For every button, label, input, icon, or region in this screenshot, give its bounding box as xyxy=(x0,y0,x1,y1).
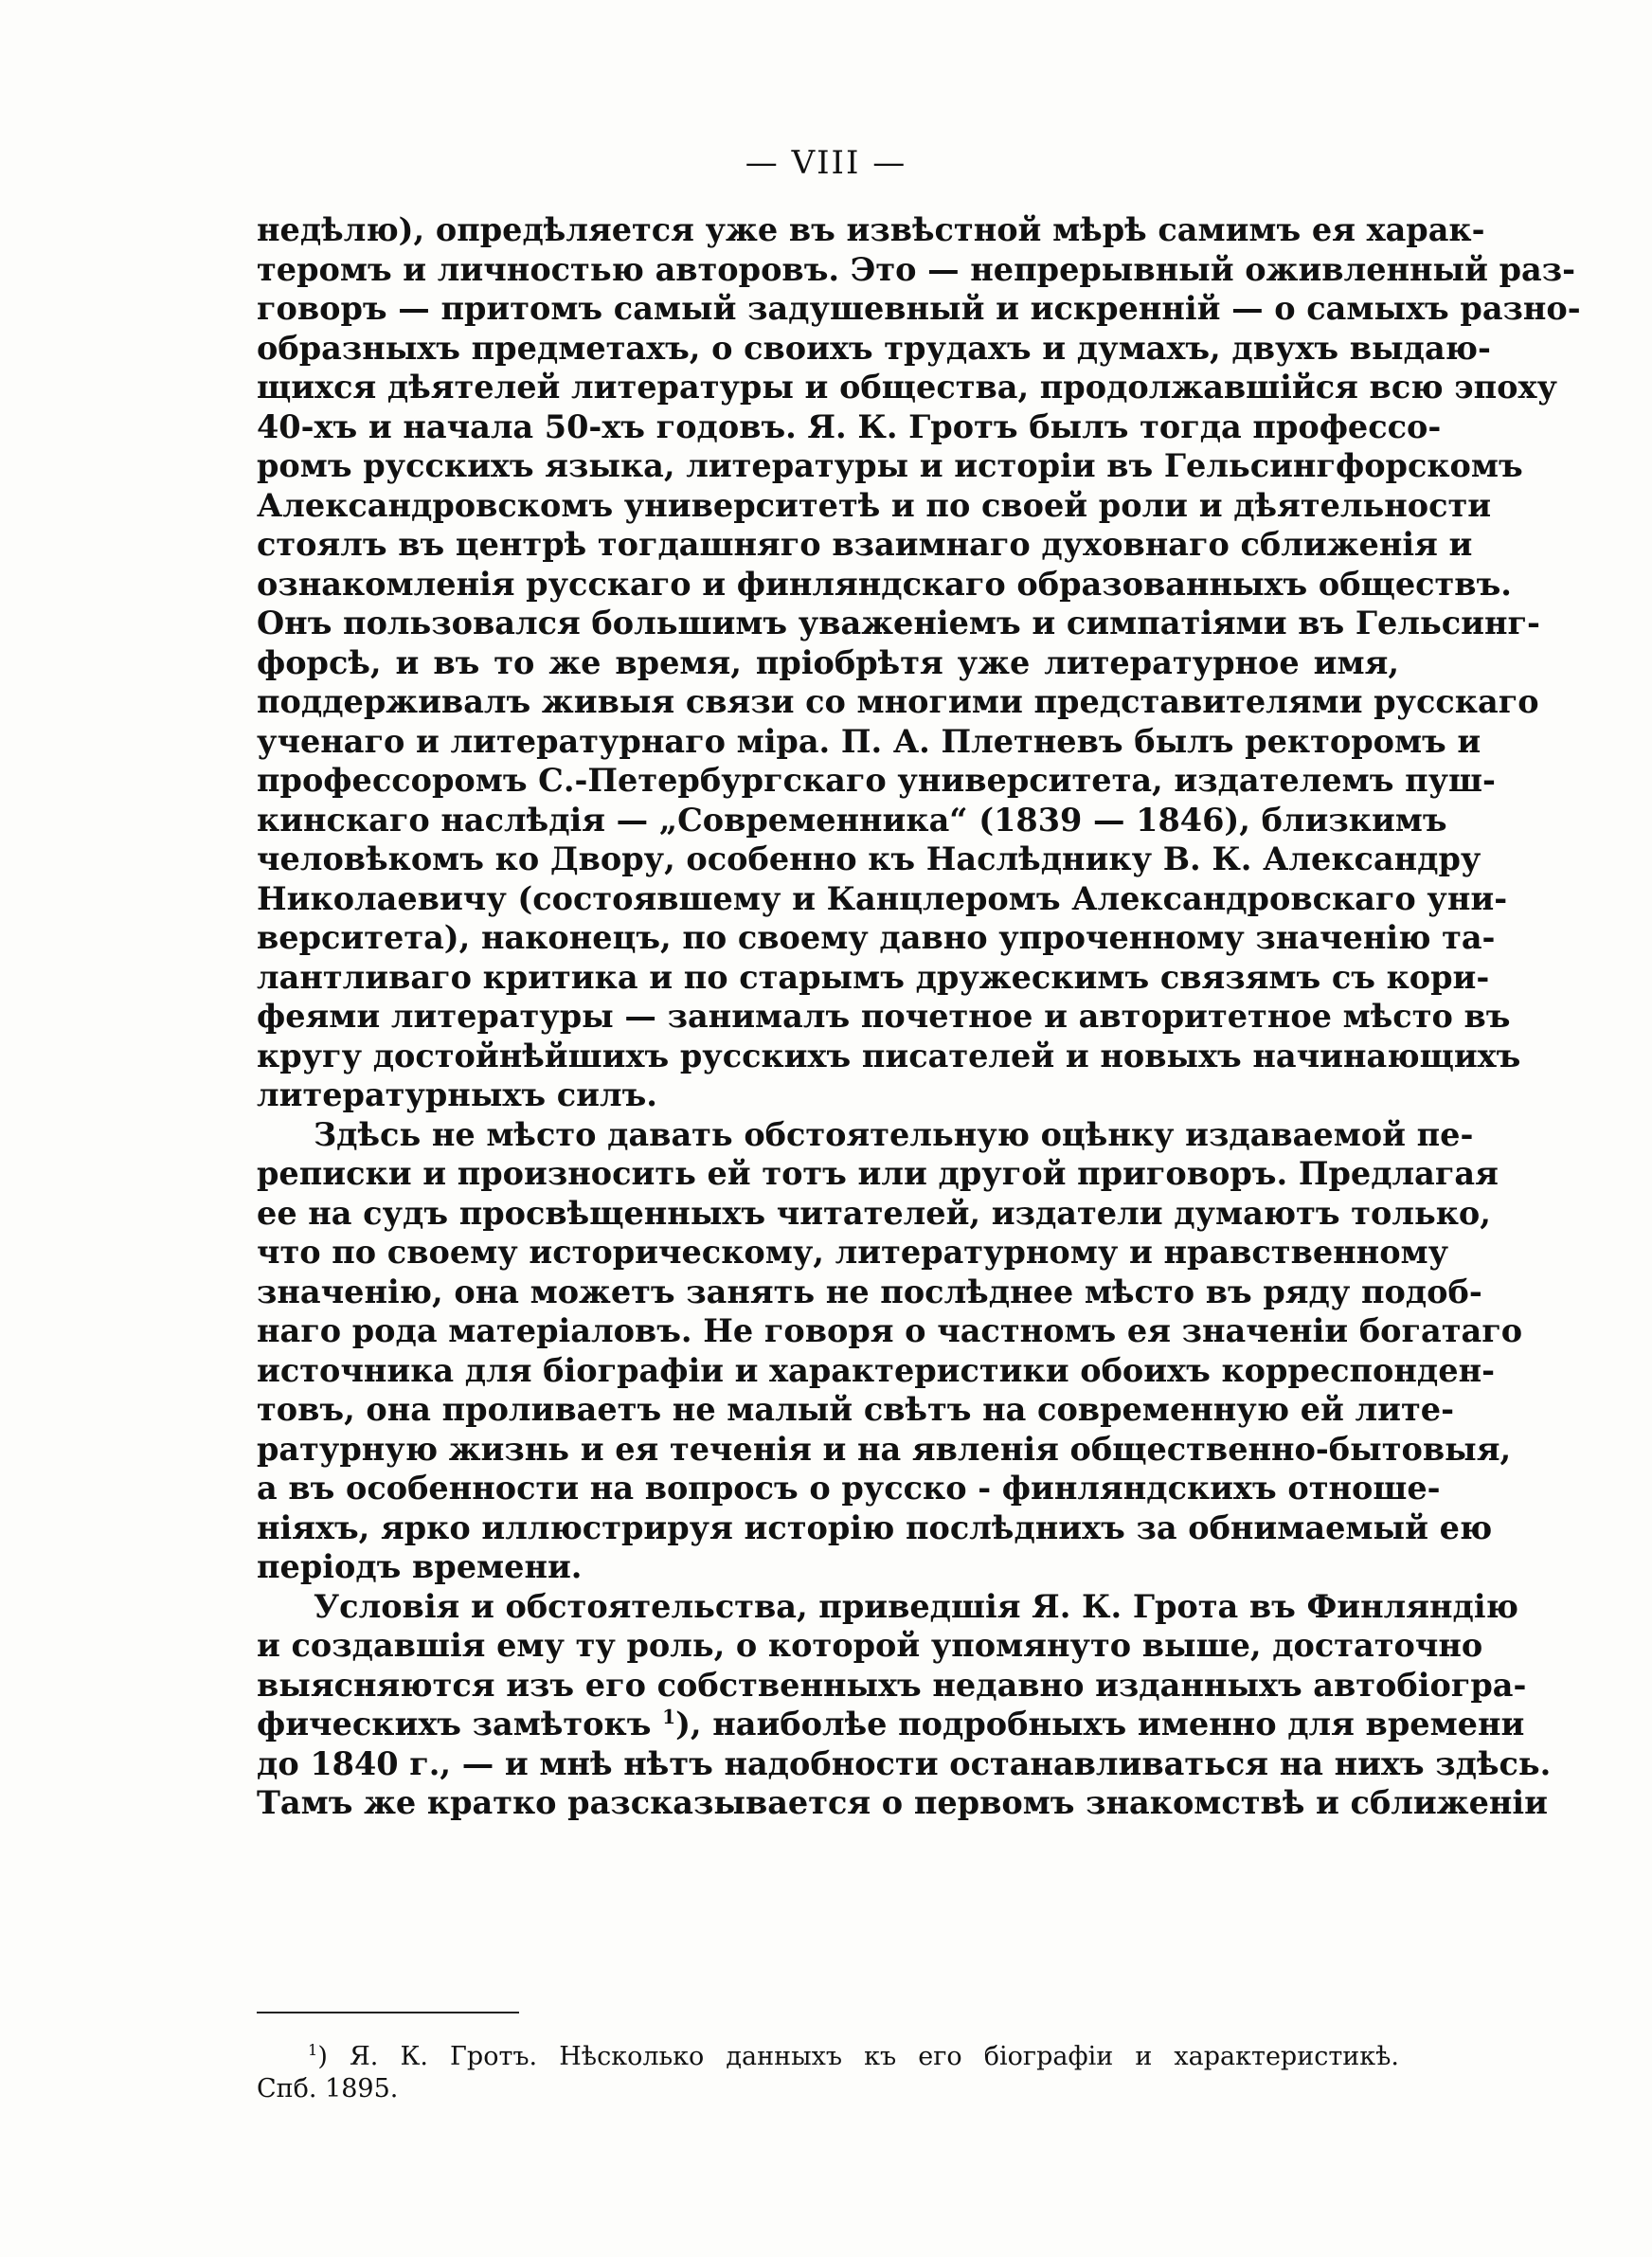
text-line: Онъ пользовался большимъ уваженіемъ и симпатіями въ Гельсинг- xyxy=(257,605,1540,641)
text-line: ученаго и литературнаго міра. П. А. Плетневъ былъ ректоромъ и xyxy=(257,722,1481,760)
text-line: Тамъ же кратко разсказывается о первомъ знакомствѣ и сближеніи xyxy=(257,1784,1548,1821)
paragraph-start-line: Здѣсь не мѣсто давать обстоятельную оцѣнку издаваемой пе- xyxy=(314,1115,1474,1153)
footnote-divider xyxy=(257,2012,519,2013)
paragraph-start-line: Условія и обстоятельства, приведшія Я. К. Грота въ Финляндію xyxy=(314,1587,1518,1625)
body-text xyxy=(257,210,1581,1823)
text-line: до 1840 г., — и мнѣ нѣтъ надобности останавливаться на нихъ здѣсь. xyxy=(257,1744,1552,1782)
text-line: и создавшія ему ту роль, о которой упомянуто выше, достаточно xyxy=(257,1627,1483,1664)
text-line: ратурную жизнь и ея теченія и на явленія общественно-бытовыя, xyxy=(257,1430,1512,1468)
text-line: Александровскомъ университетѣ и по своей роли и дѣятельности xyxy=(257,486,1492,524)
footnote-marker: 1 xyxy=(308,2041,318,2059)
footnote xyxy=(257,2041,1399,2105)
text-line: недѣлю), опредѣляется уже въ извѣстной мѣрѣ самимъ ея харак- xyxy=(257,211,1485,248)
text-line: щихся дѣятелей литературы и общества, продолжавшійся всю эпоху xyxy=(257,369,1557,406)
text-line: феями литературы — занималъ почетное и авторитетное мѣсто въ xyxy=(257,998,1511,1035)
text-line: кругу достойнѣйшихъ русскихъ писателей и новыхъ начинающихъ xyxy=(257,1037,1521,1074)
text-line: источника для біографіи и характеристики обоихъ корреспонден- xyxy=(257,1351,1495,1389)
text-line: лантливаго критика и по старымъ дружескимъ связямъ съ кори- xyxy=(257,958,1490,996)
footnote-line: Спб. 1895. xyxy=(257,2074,399,2104)
text-line: періодъ времени. xyxy=(257,1548,583,1585)
text-line: что по своему историческому, литературному и нравственному xyxy=(257,1234,1449,1271)
text-line: ознакомленія русскаго и финляндскаго образованныхъ обществъ. xyxy=(257,565,1512,603)
text-line: ромъ русскихъ языка, литературы и исторіи въ Гельсингфорскомъ xyxy=(257,447,1523,484)
text-line: верситета), наконецъ, по своему давно упроченному значенію та- xyxy=(257,919,1496,956)
text-line: кинскаго наслѣдія — „Современника“ (1839 — 1846), близкимъ xyxy=(257,801,1447,839)
text-line: образныхъ предметахъ, о своихъ трудахъ и думахъ, двухъ выдаю- xyxy=(257,329,1491,367)
text-fragment: фическихъ замѣтокъ xyxy=(257,1706,652,1742)
text-fragment: ), наиболѣе подробныхъ именно для времени xyxy=(675,1706,1525,1742)
text-line: литературныхъ силъ. xyxy=(257,1076,657,1113)
text-line: наго рода матеріаловъ. Не говоря о частномъ ея значеніи богатаго xyxy=(257,1312,1523,1349)
text-line: выясняются изъ его собственныхъ недавно изданныхъ автобіогра- xyxy=(257,1666,1527,1704)
text-line: Николаевичу (состоявшему и Канцлеромъ Александровскаго уни- xyxy=(257,879,1508,917)
text-line: а въ особенности на вопросъ о русско - финляндскихъ отноше- xyxy=(257,1470,1441,1507)
footnote-line xyxy=(257,2041,1399,2073)
text-line: значенію, она можетъ занять не послѣднее мѣсто въ ряду подоб- xyxy=(257,1273,1482,1310)
text-line: форсѣ, и въ то же время, пріобрѣтя уже литературное имя, xyxy=(257,643,1399,681)
text-line: говоръ — притомъ самый задушевный и искренній — о самыхъ разно- xyxy=(257,290,1581,327)
footnote-reference[interactable]: 1 xyxy=(662,1705,676,1728)
page-number: — VIII — xyxy=(745,144,907,182)
text-line: реписки и произносить ей тотъ или другой приговоръ. Предлагая xyxy=(257,1155,1499,1192)
footnote-text: ) Я. К. Гротъ. Нѣсколько данныхъ къ его біографіи и характеристикѣ. xyxy=(317,2042,1399,2071)
text-line: товъ, она проливаетъ не малый свѣтъ на современную ей лите- xyxy=(257,1391,1454,1428)
text-line: теромъ и личностью авторовъ. Это — непрерывный оживленный раз- xyxy=(257,250,1576,288)
text-line-with-footnote-ref xyxy=(257,1705,1525,1744)
text-line: профессоромъ С.-Петербургскаго университета, издателемъ пуш- xyxy=(257,762,1496,799)
text-line: человѣкомъ ко Двору, особенно къ Наслѣднику В. К. Александру xyxy=(257,840,1481,877)
text-line: ніяхъ, ярко иллюстрируя исторію послѣднихъ за обнимаемый ею xyxy=(257,1508,1493,1546)
text-line: стоялъ въ центрѣ тогдашняго взаимнаго духовнаго сближенія и xyxy=(257,526,1473,563)
text-line: ее на судъ просвѣщенныхъ читателей, издатели думаютъ только, xyxy=(257,1194,1491,1232)
text-line: 40-хъ и начала 50-хъ годовъ. Я. К. Гротъ былъ тогда профессо- xyxy=(257,407,1442,445)
text-line: поддерживалъ живыя связи со многими представителями русскаго xyxy=(257,683,1539,720)
